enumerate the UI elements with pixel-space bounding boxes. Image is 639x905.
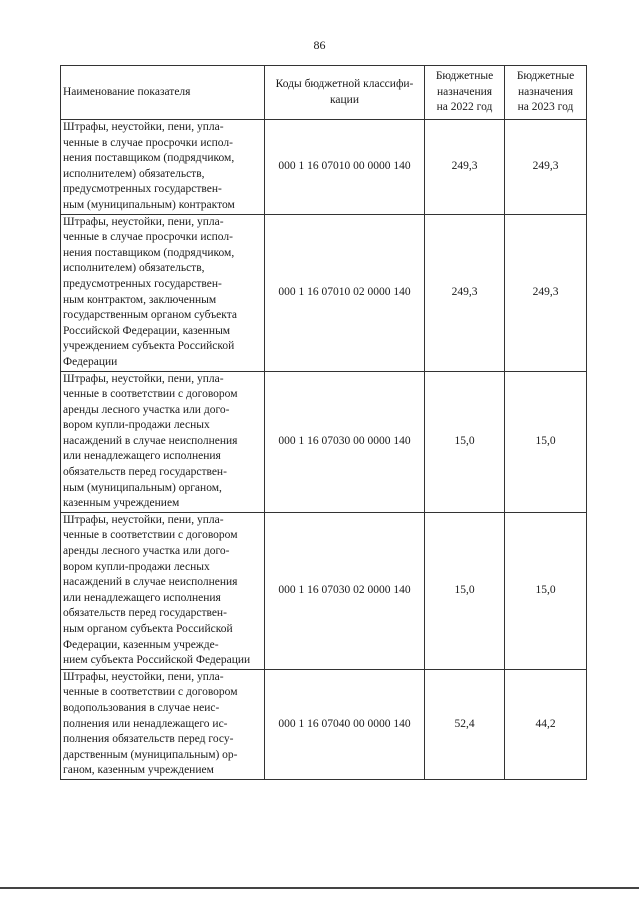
table-row: [61, 669, 587, 779]
row-code: 000 1 16 07040 00 0000 140: [265, 669, 425, 779]
row-value-2023: 15,0: [505, 371, 587, 512]
row-value-2022: 249,3: [425, 120, 505, 215]
table-row: [61, 371, 587, 512]
row-name: Штрафы, неустойки, пени, упла- ченные в соответствии с договором аренды лесного участка или дого- вором купли-продажи лесных насаждений в случае неисполнения или ненадлежащего исполнения обязательств перед государствен- ным (муниципальным) органом, казенным учреждением: [61, 371, 265, 512]
table-header-row: [61, 66, 587, 120]
header-2022: Бюджетные назначения на 2022 год: [425, 66, 505, 120]
budget-table: [60, 65, 587, 780]
scan-edge-line: [0, 887, 639, 889]
page-number: 86: [313, 38, 326, 52]
row-value-2022: 52,4: [425, 669, 505, 779]
header-name: Наименование показателя: [61, 66, 265, 120]
row-code: 000 1 16 07010 00 0000 140: [265, 120, 425, 215]
row-code: 000 1 16 07030 02 0000 140: [265, 512, 425, 669]
row-code: 000 1 16 07010 02 0000 140: [265, 214, 425, 371]
row-value-2022: 15,0: [425, 512, 505, 669]
row-name: Штрафы, неустойки, пени, упла- ченные в соответствии с договором аренды лесного участка или дого- вором купли-продажи лесных насаждений в случае неисполнения или ненадлежащего исполнения обязательств перед государствен- ным органом субъекта Российской Федерации, казенным учрежде- нием субъекта Российской Федерации: [61, 512, 265, 669]
row-value-2023: 15,0: [505, 512, 587, 669]
row-name: Штрафы, неустойки, пени, упла- ченные в случае просрочки испол- нения поставщиком (подрядчиком, исполнителем) обязательств, предусмотренных государствен- ным контрактом, заключенным государственным органом субъекта Российской Федерации, казенным учреждением субъекта Российской Федерации: [61, 214, 265, 371]
row-name: Штрафы, неустойки, пени, упла- ченные в соответствии с договором водопользования в случае неис- полнения или ненадлежащего ис- полнения обязательств перед госу- дарственным (муниципальным) ор- ганом, казенным учреждением: [61, 669, 265, 779]
row-value-2022: 249,3: [425, 214, 505, 371]
header-code: Коды бюджетной классифи- кации: [265, 66, 425, 120]
header-2023: Бюджетные назначения на 2023 год: [505, 66, 587, 120]
row-value-2023: 249,3: [505, 120, 587, 215]
table-row: [61, 214, 587, 371]
row-value-2022: 15,0: [425, 371, 505, 512]
row-value-2023: 44,2: [505, 669, 587, 779]
row-name: Штрафы, неустойки, пени, упла- ченные в случае просрочки испол- нения поставщиком (подрядчиком, исполнителем) обязательств, предусмотренных государствен- ным (муниципальным) контрактом: [61, 120, 265, 215]
row-value-2023: 249,3: [505, 214, 587, 371]
table-row: [61, 120, 587, 215]
row-code: 000 1 16 07030 00 0000 140: [265, 371, 425, 512]
table-row: [61, 512, 587, 669]
